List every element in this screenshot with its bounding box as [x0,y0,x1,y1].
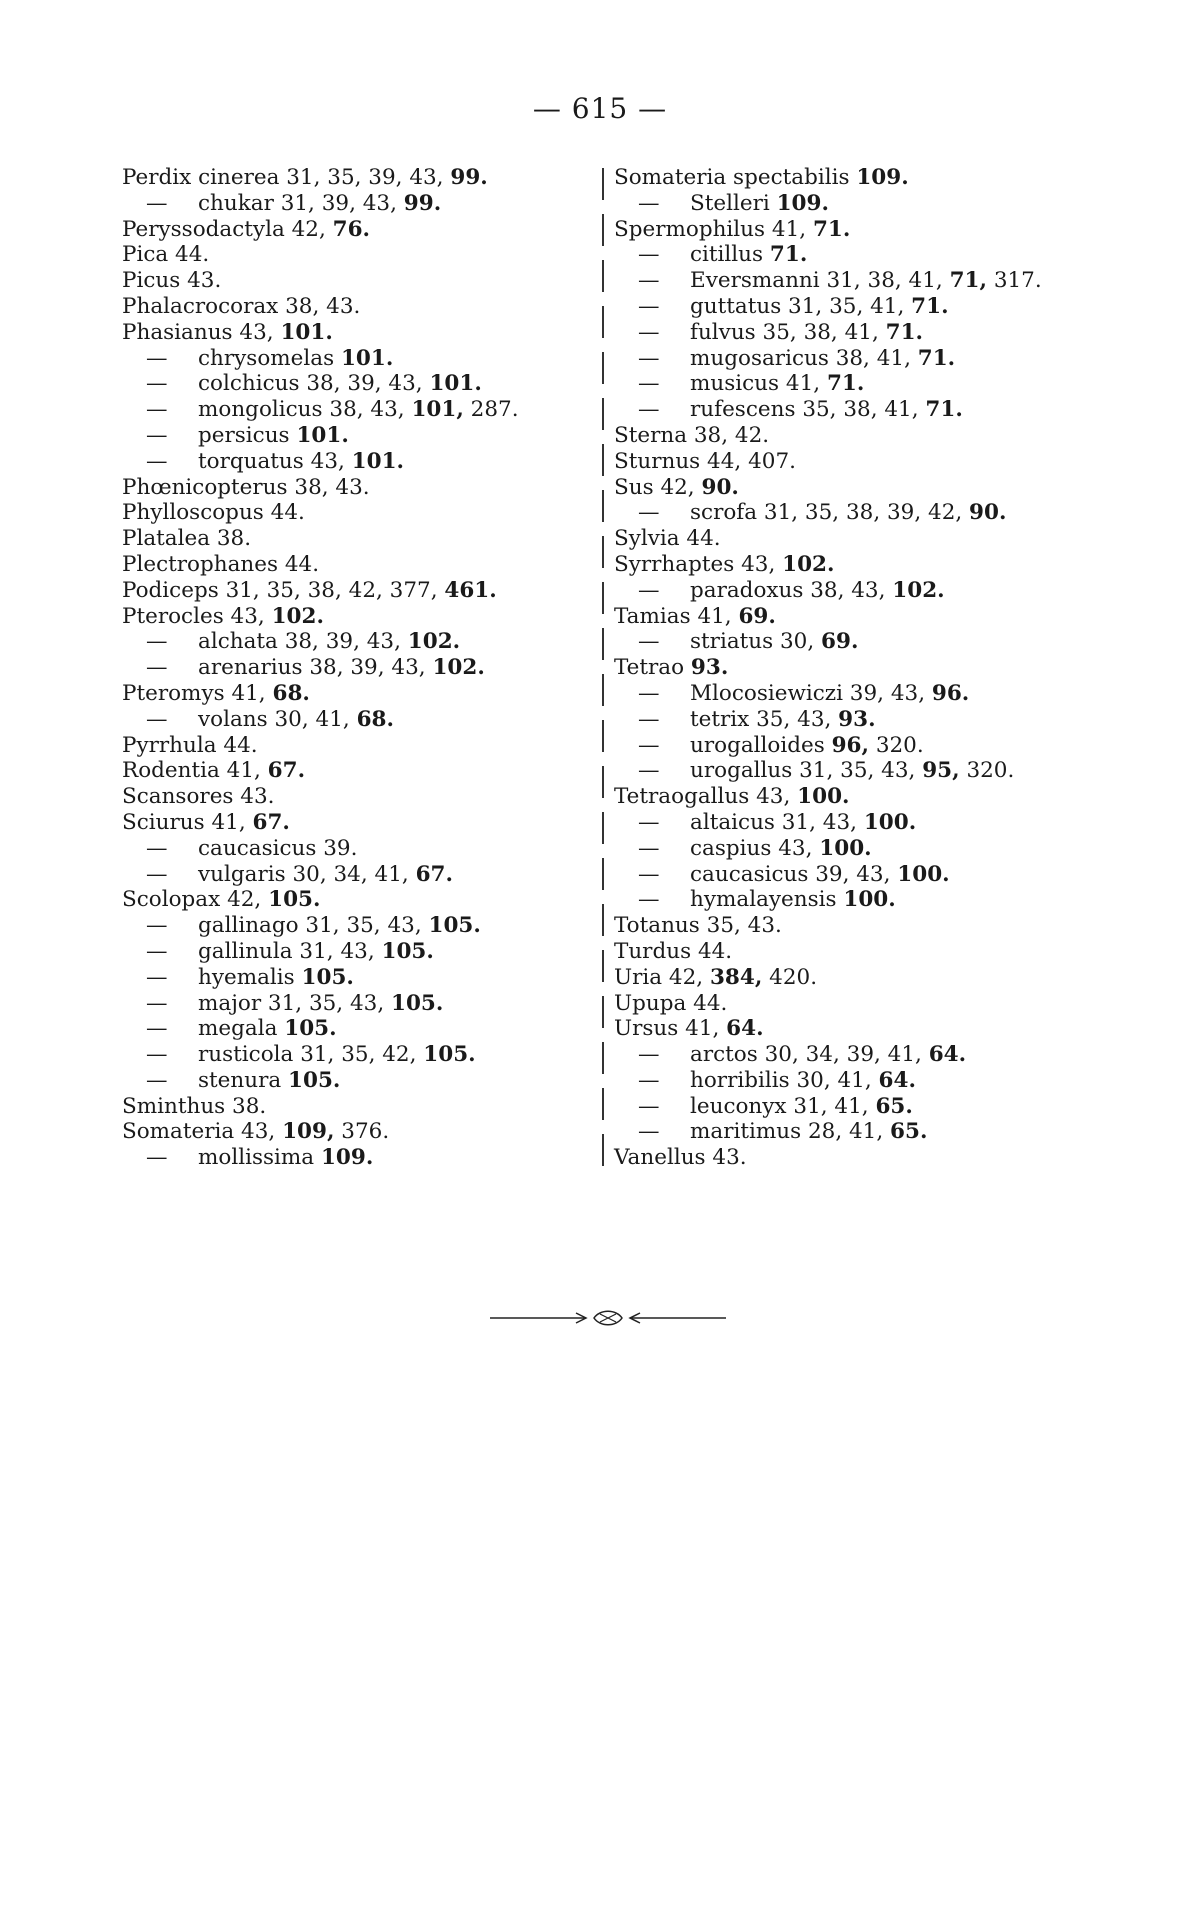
entry-main-page: 90. [969,500,1007,526]
index-entry [122,810,592,836]
entry-text: Pteromys 41, [122,680,273,706]
index-subentry [614,733,1084,759]
entry-dash: — [638,345,660,371]
index-subentry [614,1119,1084,1145]
entry-dash: — [146,422,168,448]
entry-text: citillus [690,242,770,268]
entry-text: arctos 30, 34, 39, 41, [690,1042,929,1068]
entry-text: Pyrrhula 44. [122,732,258,758]
entry-text: caucasicus 39, 43, [690,861,898,887]
entry-text: Pterocles 43, [122,603,272,629]
index-entry [614,939,1084,965]
entry-main-page: 96, [831,732,869,758]
entry-dash: — [638,1093,660,1119]
index-entry [614,991,1084,1017]
entry-extra-page: 320. [959,758,1015,784]
entry-dash: — [638,809,660,835]
entry-text: gallinago 31, 35, 43, [198,913,429,939]
entry-text: musicus 41, [690,371,827,397]
index-subentry [614,294,1084,320]
entry-main-page: 105. [423,1042,476,1068]
entry-main-page: 96. [931,680,970,706]
entry-text: guttatus 31, 35, 41, [690,293,912,319]
entry-text: caucasicus 39. [198,835,358,861]
entry-dash: — [146,990,168,1016]
index-entry [614,217,1084,243]
index-subentry [122,449,592,475]
entry-dash: — [638,500,660,526]
entry-text: chrysomelas [198,345,341,371]
index-subentry [614,707,1084,733]
ornament-divider [490,1306,726,1330]
entry-text: Scansores 43. [122,784,275,810]
index-subentry [122,836,592,862]
entry-dash: — [638,758,660,784]
index-subentry [614,836,1084,862]
entry-text: urogalloides [690,732,832,758]
entry-main-page: 101. [429,371,482,397]
entry-main-page: 109. [856,165,909,190]
entry-main-page: 71. [769,242,808,268]
index-subentry [122,423,592,449]
entry-dash: — [638,371,660,397]
entry-text: vulgaris 30, 34, 41, [198,861,416,887]
entry-main-page: 71, [949,268,987,294]
entry-text: Rodentia 41, [122,758,268,784]
entry-main-page: 71. [925,397,963,423]
index-subentry [122,965,592,991]
index-entry [122,681,592,707]
index-subentry [614,371,1084,397]
entry-text: Turdus 44. [614,938,733,964]
index-subentry [614,242,1084,268]
entry-dash: — [638,190,660,216]
entry-main-page: 76. [332,216,371,242]
entry-dash: — [146,345,168,371]
entry-text: Phasianus 43, [122,319,281,345]
entry-text: Phœnicopterus 38, 43. [122,474,370,500]
index-entry [122,1094,592,1120]
entry-main-page: 109. [320,1145,374,1171]
entry-main-page: 71. [911,293,949,319]
entry-dash: — [638,887,660,913]
entry-dash: — [146,706,168,732]
entry-text: arenarius 38, 39, 43, [198,655,433,681]
index-entry [614,1145,1084,1171]
entry-text: Platalea 38. [122,526,252,552]
index-entry [614,526,1084,552]
entry-main-page: 99. [450,165,488,190]
entry-text: altaicus 31, 43, [690,809,864,835]
index-entry [614,604,1084,630]
index-entry [122,320,592,346]
entry-text: fulvus 35, 38, 41, [690,319,886,345]
entry-dash: — [146,448,168,474]
entry-text: hymalayensis [690,887,844,913]
entry-text: Sciurus 41, [122,809,253,835]
index-entry [614,784,1084,810]
entry-dash: — [146,629,168,655]
entry-text: alchata 38, 39, 43, [198,629,408,655]
index-subentry [122,1145,592,1171]
entry-text: urogallus 31, 35, 43, [690,758,923,784]
index-entry [614,552,1084,578]
entry-text: Sminthus 38. [122,1093,267,1119]
entry-main-page: 99. [403,190,442,216]
entry-text: Ursus 41, [614,1016,727,1042]
entry-text: maritimus 28, 41, [690,1119,891,1145]
entry-text: tetrix 35, 43, [690,706,839,732]
entry-text: Tetraogallus 43, [614,784,798,810]
index-subentry [122,371,592,397]
index-subentry [122,655,592,681]
entry-text: Peryssodactyla 42, [122,216,333,242]
entry-main-page: 105. [288,1067,341,1093]
index-subentry [614,1042,1084,1068]
entry-main-page: 93. [690,655,729,681]
index-subentry [614,810,1084,836]
entry-dash: — [638,706,660,732]
entry-text: hyemalis [198,964,302,990]
index-entry [614,475,1084,501]
entry-text: Sterna 38, 42. [614,422,770,448]
entry-text: mollissima [198,1145,321,1171]
entry-main-page: 102. [407,629,461,655]
entry-text: Tamias 41, [614,603,739,629]
entry-text: Somateria spectabilis [614,165,857,190]
entry-text: Stelleri [690,190,777,216]
entry-text: Pica 44. [122,242,210,268]
index-entry [122,758,592,784]
index-subentry [614,397,1084,423]
index-entry [122,552,592,578]
entry-main-page: 71. [826,371,865,397]
entry-text: colchicus 38, 39, 43, [198,371,430,397]
index-subentry [122,862,592,888]
column-divider [602,168,604,1168]
entry-text: Phylloscopus 44. [122,500,305,526]
entry-text: volans 30, 41, [198,706,357,732]
entry-dash: — [146,1145,168,1171]
entry-text: megala [198,1016,285,1042]
index-subentry [614,1068,1084,1094]
entry-extra-page: 320. [868,732,924,758]
entry-dash: — [146,371,168,397]
index-entry [122,500,592,526]
index-entry [122,294,592,320]
index-subentry [614,1094,1084,1120]
entry-main-page: 102. [271,603,324,629]
entry-main-page: 100. [863,809,917,835]
entry-main-page: 105. [268,887,321,913]
index-entry [614,965,1084,991]
index-entry [122,268,592,294]
index-subentry [122,991,592,1017]
entry-main-page: 64. [928,1042,967,1068]
entry-text: horribilis 30, 41, [690,1067,879,1093]
entry-dash: — [638,242,660,268]
entry-dash: — [638,861,660,887]
entry-main-page: 384, [709,964,763,990]
index-entry [614,913,1084,939]
entry-main-page: 105. [381,938,434,964]
entry-dash: — [146,1016,168,1042]
index-subentry [122,913,592,939]
entry-main-page: 69. [821,629,859,655]
entry-main-page: 64. [726,1016,764,1042]
entry-main-page: 101. [296,422,349,448]
index-subentry [614,191,1084,217]
entry-text: Sturnus 44, 407. [614,448,796,474]
entry-main-page: 95, [922,758,960,784]
index-subentry [614,862,1084,888]
index-entry [614,449,1084,475]
entry-main-page: 102. [782,551,835,577]
entry-dash: — [146,397,168,423]
entry-dash: — [638,397,660,423]
index-entry [122,733,592,759]
entry-text: persicus [198,422,297,448]
index-subentry [614,320,1084,346]
entry-dash: — [638,629,660,655]
entry-main-page: 67. [415,861,453,887]
entry-main-page: 90. [701,474,739,500]
entry-dash: — [146,964,168,990]
index-subentry [122,191,592,217]
index-entry [122,475,592,501]
index-entry [614,423,1084,449]
entry-text: Totanus 35, 43. [614,913,782,939]
index-subentry [614,346,1084,372]
entry-text: Scolopax 42, [122,887,269,913]
entry-dash: — [638,732,660,758]
entry-main-page: 101. [280,319,333,345]
entry-dash: — [146,913,168,939]
entry-main-page: 461. [444,577,497,603]
index-subentry [122,629,592,655]
entry-main-page: 100. [843,887,896,913]
index-entry [122,604,592,630]
entry-text: Podiceps 31, 35, 38, 42, 377, [122,577,445,603]
entry-main-page: 101. [340,345,394,371]
entry-text: Spermophilus 41, [614,216,813,242]
entry-text: rusticola 31, 35, 42, [198,1042,424,1068]
entry-text: caspius 43, [690,835,820,861]
entry-main-page: 100. [797,784,850,810]
entry-text: chukar 31, 39, 43, [198,190,404,216]
index-subentry [122,707,592,733]
index-subentry [614,268,1084,294]
index-subentry [614,758,1084,784]
entry-dash: — [146,861,168,887]
entry-text: major 31, 35, 43, [198,990,392,1016]
entry-dash: — [638,1042,660,1068]
entry-dash: — [638,835,660,861]
index-entry [122,578,592,604]
entry-main-page: 69. [738,603,776,629]
entry-text: Mlocosiewiczi 39, 43, [690,680,932,706]
entry-text: Uria 42, [614,964,710,990]
entry-main-page: 101, [411,397,464,423]
index-entry [122,1119,592,1145]
index-subentry [614,887,1084,913]
entry-main-page: 93. [838,706,876,732]
entry-text: Sus 42, [614,474,702,500]
index-entry [122,242,592,268]
entry-text: Tetrao [614,655,691,681]
entry-text: striatus 30, [690,629,822,655]
entry-dash: — [146,938,168,964]
entry-text: Perdix cinerea 31, 35, 39, 43, [122,165,451,190]
entry-main-page: 71. [917,345,956,371]
index-entry [122,887,592,913]
index-entry [122,784,592,810]
index-entry [122,217,592,243]
entry-main-page: 101. [351,448,405,474]
index-subentry [122,1068,592,1094]
entry-main-page: 102. [432,655,485,681]
entry-dash: — [146,835,168,861]
entry-dash: — [146,655,168,681]
entry-text: leuconyx 31, 41, [690,1093,876,1119]
entry-text: Somateria 43, [122,1119,283,1145]
entry-text: rufescens 35, 38, 41, [690,397,926,423]
entry-dash: — [638,1119,660,1145]
index-entry [614,655,1084,681]
entry-main-page: 102. [892,577,945,603]
entry-text: Syrrhaptes 43, [614,551,783,577]
entry-extra-page: 317. [986,268,1042,294]
entry-dash: — [638,319,660,345]
entry-text: Eversmanni 31, 38, 41, [690,268,950,294]
index-subentry [122,346,592,372]
entry-text: gallinula 31, 43, [198,938,382,964]
index-subentry [614,629,1084,655]
entry-extra-page: 420. [762,964,818,990]
entry-main-page: 100. [897,861,950,887]
entry-main-page: 67. [252,809,290,835]
index-entry [614,165,1084,191]
entry-text: Sylvia 44. [614,526,721,552]
entry-main-page: 105. [391,990,444,1016]
entry-text: scrofa 31, 35, 38, 39, 42, [690,500,970,526]
entry-dash: — [146,1067,168,1093]
entry-text: paradoxus 38, 43, [690,577,893,603]
entry-main-page: 67. [267,758,306,784]
entry-main-page: 109. [776,190,829,216]
entry-text: Vanellus 43. [614,1145,747,1171]
entry-main-page: 109, [282,1119,335,1145]
index-subentry [614,578,1084,604]
entry-dash: — [638,680,660,706]
entry-main-page: 65. [890,1119,928,1145]
entry-extra-page: 287. [463,397,519,423]
entry-text: Plectrophanes 44. [122,551,320,577]
entry-extra-page: 376. [334,1119,390,1145]
entry-text: mugosaricus 38, 41, [690,345,918,371]
index-entry [122,526,592,552]
index-entry [122,165,592,191]
entry-main-page: 105. [428,913,481,939]
index-column-right [614,165,1084,1171]
index-subentry [614,681,1084,707]
index-column-left [122,165,592,1171]
entry-main-page: 64. [878,1067,916,1093]
entry-dash: — [638,577,660,603]
entry-text: Upupa 44. [614,990,728,1016]
entry-dash: — [638,293,660,319]
entry-text: torquatus 43, [198,448,352,474]
entry-dash: — [146,1042,168,1068]
entry-main-page: 105. [284,1016,337,1042]
entry-text: stenura [198,1067,289,1093]
entry-text: Phalacrocorax 38, 43. [122,293,361,319]
entry-main-page: 71. [812,216,851,242]
entry-main-page: 71. [885,319,924,345]
index-subentry [122,397,592,423]
index-subentry [614,500,1084,526]
entry-main-page: 68. [272,680,310,706]
index-subentry [122,1016,592,1042]
index-entry [614,1016,1084,1042]
index-subentry [122,1042,592,1068]
entry-main-page: 100. [819,835,872,861]
page-number: — 615 — [532,92,668,125]
entry-dash: — [638,1067,660,1093]
entry-dash: — [146,190,168,216]
entry-main-page: 105. [301,964,354,990]
entry-text: Picus 43. [122,268,222,294]
entry-dash: — [638,268,660,294]
entry-main-page: 68. [356,706,394,732]
entry-text: mongolicus 38, 43, [198,397,412,423]
entry-main-page: 65. [875,1093,913,1119]
index-subentry [122,939,592,965]
